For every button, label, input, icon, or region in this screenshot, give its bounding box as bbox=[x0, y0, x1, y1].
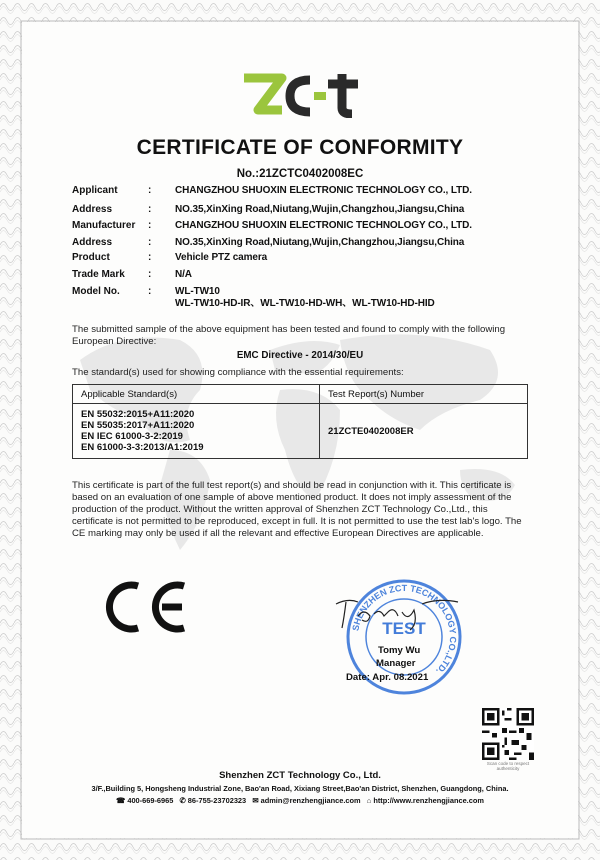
qr-caption: Scan code to respect authenticity bbox=[486, 761, 530, 771]
field-value: N/A bbox=[175, 269, 192, 280]
table-row bbox=[73, 404, 528, 459]
field-value: WL-TW10 bbox=[175, 286, 220, 297]
table-header: Test Report(s) Number bbox=[320, 385, 528, 404]
field-label: Manufacturer bbox=[72, 220, 136, 231]
qr-code[interactable] bbox=[480, 708, 536, 760]
field-colon: : bbox=[148, 204, 152, 215]
table-header: Applicable Standard(s) bbox=[73, 385, 320, 404]
field-colon: : bbox=[148, 237, 152, 248]
standard-item: EN IEC 61000-3-2:2019 bbox=[81, 431, 183, 442]
field-label: Applicant bbox=[72, 185, 118, 196]
field-label: Address bbox=[72, 204, 113, 215]
certificate-number: No.:21ZCTC0402008EC bbox=[236, 168, 364, 180]
field-colon: : bbox=[148, 252, 152, 263]
standard-item: EN 55032:2015+A11:2020 bbox=[81, 409, 195, 420]
field-label: Model No. bbox=[72, 286, 120, 297]
standards-list bbox=[73, 404, 320, 459]
signature-date: Date: Apr. 08.2021 bbox=[346, 672, 429, 683]
footer-contact bbox=[0, 796, 600, 805]
field-label: Product bbox=[72, 252, 110, 263]
footer-address: 3/F.,Building 5, Hongsheng Industrial Zone, Bao'an Road, Xixiang Street,Bao'an District, Shenzhen, Guangdong, China. bbox=[91, 784, 509, 793]
field-colon: : bbox=[148, 269, 152, 280]
field-colon: : bbox=[148, 286, 152, 297]
standard-item: EN 61000-3-3:2013/A1:2019 bbox=[81, 442, 204, 453]
handwritten-signature bbox=[328, 594, 478, 634]
field-value: NO.35,XinXing Road,Niutang,Wujin,Changzhou,Jiangsu,China bbox=[175, 237, 465, 248]
footer-email[interactable]: admin@renzhengjiance.com bbox=[260, 796, 361, 805]
disclaimer-text: This certificate is part of the full test report(s) and should be read in conjunction with it. This certificate is based on an evaluation of one sample of above mentioned product. It does not imply assessment of the production of the product. Without the written approval of Shenzhen ZCT Technology Co.,Ltd., this certificate is not permitted to be reproduced, except in full. It is not permitted to use the test lab's logo. The CE marking may only be used if all the relevant and effective European Directives are applicable. bbox=[72, 480, 522, 539]
field-value-secondary: WL-TW10-HD-IR、WL-TW10-HD-WH、WL-TW10-HD-HID bbox=[175, 298, 435, 309]
footer-web[interactable]: http://www.renzhengjiance.com bbox=[373, 796, 484, 805]
field-label: Trade Mark bbox=[72, 269, 125, 280]
phone-icon: ☎ bbox=[116, 796, 126, 805]
field-value: CHANGZHOU SHUOXIN ELECTRONIC TECHNOLOGY CO., LTD. bbox=[175, 220, 472, 231]
signatory-title: Manager bbox=[376, 658, 416, 669]
standards-table bbox=[72, 384, 528, 459]
test-report-number: 21ZCTE0402008ER bbox=[320, 404, 528, 459]
svg-text:TEST: TEST bbox=[382, 619, 426, 638]
standards-statement: The standard(s) used for showing compliance with the essential requirements: bbox=[72, 367, 404, 378]
signatory-name: Tomy Wu bbox=[378, 645, 421, 656]
compliance-statement: The submitted sample of the above equipment has been tested and found to comply with the following European Directive: bbox=[72, 324, 506, 347]
field-colon: : bbox=[148, 220, 152, 231]
footer-fax: 86-755-23702323 bbox=[187, 796, 247, 805]
footer-phone: 400-669-6965 bbox=[127, 796, 174, 805]
zct-logo bbox=[238, 70, 362, 118]
footer-company: Shenzhen ZCT Technology Co., Ltd. bbox=[219, 770, 381, 781]
field-colon: : bbox=[148, 185, 152, 196]
standard-item: EN 55035:2017+A11:2020 bbox=[81, 420, 195, 431]
table-header-row bbox=[73, 385, 528, 404]
ce-mark bbox=[98, 578, 190, 636]
field-label: Address bbox=[72, 237, 113, 248]
field-value: CHANGZHOU SHUOXIN ELECTRONIC TECHNOLOGY CO., LTD. bbox=[175, 185, 472, 196]
svg-text:SHENZHEN ZCT TECHNOLOGY CO.,LT: SHENZHEN ZCT TECHNOLOGY CO.,LTD. bbox=[350, 582, 459, 677]
field-value: NO.35,XinXing Road,Niutang,Wujin,Changzhou,Jiangsu,China bbox=[175, 204, 465, 215]
fax-icon: ✆ bbox=[179, 796, 186, 805]
directive-title: EMC Directive - 2014/30/EU bbox=[236, 350, 364, 361]
email-icon: ✉ bbox=[252, 796, 259, 805]
web-icon: ⌂ bbox=[366, 796, 372, 805]
certificate-title: CERTIFICATE OF CONFORMITY bbox=[136, 136, 464, 159]
field-value: Vehicle PTZ camera bbox=[175, 252, 268, 263]
